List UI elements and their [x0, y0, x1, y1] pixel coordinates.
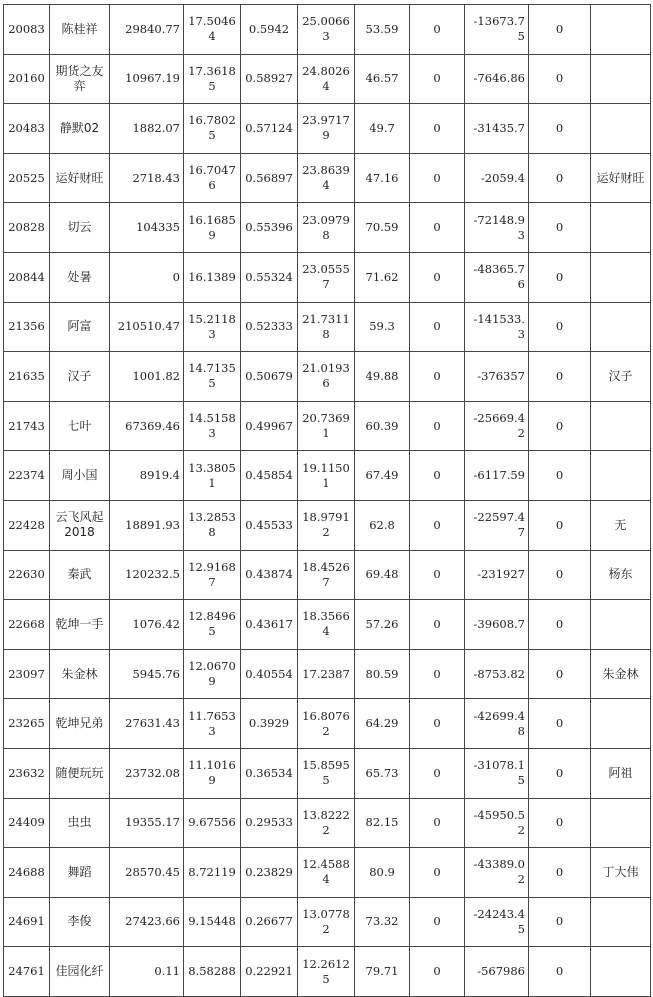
- cell-value-3: 0.36534: [241, 748, 298, 798]
- cell-name: 朱金林: [50, 649, 110, 699]
- cell-name: 周小国: [50, 451, 110, 501]
- table-row: [4, 848, 651, 898]
- cell-value-4: 23.09798: [298, 203, 355, 253]
- cell-value-2: 12.84965: [184, 600, 241, 650]
- cell-name: 七叶: [50, 401, 110, 451]
- cell-name: 阿富: [50, 302, 110, 352]
- cell-value-6: 0: [410, 203, 465, 253]
- cell-note: [591, 699, 651, 749]
- cell-value-4: 23.97179: [298, 104, 355, 154]
- cell-value-8: 0: [529, 252, 591, 302]
- cell-value-6: 0: [410, 153, 465, 203]
- cell-value-1: 8919.4: [110, 451, 184, 501]
- cell-id: 24761: [4, 947, 50, 997]
- cell-value-8: 0: [529, 153, 591, 203]
- cell-note: 朱金林: [591, 649, 651, 699]
- cell-value-8: 0: [529, 5, 591, 55]
- cell-id: 21743: [4, 401, 50, 451]
- cell-value-7: -25669.42: [465, 401, 529, 451]
- cell-value-2: 11.10169: [184, 748, 241, 798]
- cell-value-3: 0.55396: [241, 203, 298, 253]
- cell-value-8: 0: [529, 302, 591, 352]
- cell-value-3: 0.3929: [241, 699, 298, 749]
- cell-value-4: 25.00663: [298, 5, 355, 55]
- cell-value-3: 0.49967: [241, 401, 298, 451]
- cell-value-4: 19.11501: [298, 451, 355, 501]
- cell-value-5: 60.39: [355, 401, 410, 451]
- cell-value-3: 0.43617: [241, 600, 298, 650]
- cell-value-8: 0: [529, 401, 591, 451]
- cell-value-8: 0: [529, 500, 591, 550]
- cell-value-7: -141533.3: [465, 302, 529, 352]
- table-row: [4, 897, 651, 947]
- cell-value-4: 15.85955: [298, 748, 355, 798]
- cell-note: [591, 54, 651, 104]
- cell-value-3: 0.23829: [241, 848, 298, 898]
- cell-value-8: 0: [529, 203, 591, 253]
- cell-name: 期货之友弈: [50, 54, 110, 104]
- cell-value-5: 70.59: [355, 203, 410, 253]
- cell-value-4: 20.73691: [298, 401, 355, 451]
- cell-value-1: 18891.93: [110, 500, 184, 550]
- cell-value-6: 0: [410, 550, 465, 600]
- cell-value-5: 79.71: [355, 947, 410, 997]
- cell-value-1: 0: [110, 252, 184, 302]
- cell-value-6: 0: [410, 649, 465, 699]
- cell-value-2: 12.06709: [184, 649, 241, 699]
- cell-value-6: 0: [410, 600, 465, 650]
- cell-value-8: 0: [529, 600, 591, 650]
- cell-value-3: 0.52333: [241, 302, 298, 352]
- cell-value-2: 14.71355: [184, 352, 241, 402]
- table-row: [4, 451, 651, 501]
- cell-value-5: 71.62: [355, 252, 410, 302]
- cell-value-1: 104335: [110, 203, 184, 253]
- cell-value-5: 49.88: [355, 352, 410, 402]
- cell-value-3: 0.40554: [241, 649, 298, 699]
- cell-value-3: 0.58927: [241, 54, 298, 104]
- cell-value-7: -48365.76: [465, 252, 529, 302]
- cell-value-4: 13.07782: [298, 897, 355, 947]
- cell-note: [591, 401, 651, 451]
- cell-value-5: 73.32: [355, 897, 410, 947]
- cell-name: 秦武: [50, 550, 110, 600]
- data-table: [3, 4, 651, 997]
- cell-id: 22374: [4, 451, 50, 501]
- cell-name: 李俊: [50, 897, 110, 947]
- cell-name: 舞蹈: [50, 848, 110, 898]
- table-row: [4, 550, 651, 600]
- cell-value-7: -31435.7: [465, 104, 529, 154]
- cell-value-5: 80.9: [355, 848, 410, 898]
- table-row: [4, 947, 651, 997]
- cell-id: 20828: [4, 203, 50, 253]
- cell-note: [591, 897, 651, 947]
- table-row: [4, 649, 651, 699]
- cell-value-3: 0.55324: [241, 252, 298, 302]
- cell-value-4: 23.05557: [298, 252, 355, 302]
- cell-note: [591, 302, 651, 352]
- cell-value-6: 0: [410, 748, 465, 798]
- cell-value-6: 0: [410, 5, 465, 55]
- cell-value-3: 0.45533: [241, 500, 298, 550]
- cell-value-6: 0: [410, 104, 465, 154]
- cell-id: 23265: [4, 699, 50, 749]
- cell-value-6: 0: [410, 848, 465, 898]
- cell-note: 阿祖: [591, 748, 651, 798]
- cell-id: 23632: [4, 748, 50, 798]
- cell-note: 无: [591, 500, 651, 550]
- cell-value-4: 16.80762: [298, 699, 355, 749]
- cell-value-8: 0: [529, 798, 591, 848]
- cell-value-5: 49.7: [355, 104, 410, 154]
- cell-value-4: 21.01936: [298, 352, 355, 402]
- cell-note: [591, 5, 651, 55]
- cell-value-1: 120232.5: [110, 550, 184, 600]
- cell-name: 汉子: [50, 352, 110, 402]
- cell-id: 24688: [4, 848, 50, 898]
- table-row: [4, 798, 651, 848]
- cell-id: 20083: [4, 5, 50, 55]
- cell-value-5: 62.8: [355, 500, 410, 550]
- cell-id: 21356: [4, 302, 50, 352]
- cell-value-1: 2718.43: [110, 153, 184, 203]
- cell-value-8: 0: [529, 352, 591, 402]
- cell-name: 乾坤一手: [50, 600, 110, 650]
- cell-value-2: 8.72119: [184, 848, 241, 898]
- cell-value-7: -231927: [465, 550, 529, 600]
- cell-note: [591, 104, 651, 154]
- cell-value-1: 10967.19: [110, 54, 184, 104]
- cell-value-6: 0: [410, 401, 465, 451]
- cell-value-4: 12.26125: [298, 947, 355, 997]
- cell-note: 杨东: [591, 550, 651, 600]
- cell-value-7: -7646.86: [465, 54, 529, 104]
- cell-value-6: 0: [410, 54, 465, 104]
- cell-value-2: 13.38051: [184, 451, 241, 501]
- cell-value-5: 46.57: [355, 54, 410, 104]
- cell-value-1: 0.11: [110, 947, 184, 997]
- cell-note: 汉子: [591, 352, 651, 402]
- cell-value-3: 0.5942: [241, 5, 298, 55]
- cell-value-1: 1882.07: [110, 104, 184, 154]
- cell-value-4: 13.82222: [298, 798, 355, 848]
- cell-value-8: 0: [529, 947, 591, 997]
- cell-value-6: 0: [410, 798, 465, 848]
- cell-value-8: 0: [529, 649, 591, 699]
- cell-value-6: 0: [410, 352, 465, 402]
- cell-value-7: -376357: [465, 352, 529, 402]
- cell-value-4: 18.35664: [298, 600, 355, 650]
- cell-value-7: -39608.7: [465, 600, 529, 650]
- cell-value-1: 1001.82: [110, 352, 184, 402]
- table-row: [4, 153, 651, 203]
- cell-id: 20160: [4, 54, 50, 104]
- cell-value-2: 13.28538: [184, 500, 241, 550]
- cell-value-3: 0.45854: [241, 451, 298, 501]
- cell-value-4: 18.97912: [298, 500, 355, 550]
- cell-value-2: 17.36185: [184, 54, 241, 104]
- cell-value-2: 17.50464: [184, 5, 241, 55]
- cell-value-5: 69.48: [355, 550, 410, 600]
- cell-value-3: 0.50679: [241, 352, 298, 402]
- cell-value-3: 0.57124: [241, 104, 298, 154]
- table-row: [4, 748, 651, 798]
- table-row: [4, 203, 651, 253]
- cell-value-2: 15.21183: [184, 302, 241, 352]
- cell-value-7: -72148.93: [465, 203, 529, 253]
- cell-id: 23097: [4, 649, 50, 699]
- table-row: [4, 500, 651, 550]
- cell-value-5: 53.59: [355, 5, 410, 55]
- cell-name: 云飞风起2018: [50, 500, 110, 550]
- cell-value-7: -13673.75: [465, 5, 529, 55]
- cell-value-2: 8.58288: [184, 947, 241, 997]
- cell-value-8: 0: [529, 897, 591, 947]
- cell-value-6: 0: [410, 897, 465, 947]
- table-row: [4, 5, 651, 55]
- cell-value-1: 67369.46: [110, 401, 184, 451]
- cell-value-3: 0.22921: [241, 947, 298, 997]
- cell-value-1: 19355.17: [110, 798, 184, 848]
- cell-value-2: 11.76533: [184, 699, 241, 749]
- cell-note: 丁大伟: [591, 848, 651, 898]
- cell-value-4: 17.2387: [298, 649, 355, 699]
- cell-value-7: -45950.52: [465, 798, 529, 848]
- cell-value-3: 0.56897: [241, 153, 298, 203]
- cell-name: 切云: [50, 203, 110, 253]
- cell-value-6: 0: [410, 500, 465, 550]
- cell-id: 22630: [4, 550, 50, 600]
- cell-value-2: 9.15448: [184, 897, 241, 947]
- cell-value-6: 0: [410, 699, 465, 749]
- cell-value-2: 14.51583: [184, 401, 241, 451]
- cell-id: 20525: [4, 153, 50, 203]
- cell-value-7: -8753.82: [465, 649, 529, 699]
- cell-name: 静默02: [50, 104, 110, 154]
- cell-value-7: -2059.4: [465, 153, 529, 203]
- cell-value-7: -24243.45: [465, 897, 529, 947]
- cell-value-3: 0.26677: [241, 897, 298, 947]
- cell-value-8: 0: [529, 104, 591, 154]
- cell-value-7: -31078.15: [465, 748, 529, 798]
- table-row: [4, 54, 651, 104]
- cell-id: 24691: [4, 897, 50, 947]
- cell-id: 22428: [4, 500, 50, 550]
- cell-value-2: 16.1389: [184, 252, 241, 302]
- cell-value-1: 28570.45: [110, 848, 184, 898]
- cell-id: 20483: [4, 104, 50, 154]
- cell-id: 24409: [4, 798, 50, 848]
- cell-value-4: 18.45267: [298, 550, 355, 600]
- cell-value-2: 9.67556: [184, 798, 241, 848]
- cell-value-5: 59.3: [355, 302, 410, 352]
- table-row: [4, 401, 651, 451]
- cell-value-3: 0.29533: [241, 798, 298, 848]
- cell-value-4: 21.73118: [298, 302, 355, 352]
- cell-value-6: 0: [410, 252, 465, 302]
- table-row: [4, 352, 651, 402]
- cell-value-4: 12.45884: [298, 848, 355, 898]
- cell-value-3: 0.43874: [241, 550, 298, 600]
- cell-name: 运好财旺: [50, 153, 110, 203]
- table-row: [4, 252, 651, 302]
- cell-value-2: 16.78025: [184, 104, 241, 154]
- cell-value-7: -567986: [465, 947, 529, 997]
- cell-value-1: 27423.66: [110, 897, 184, 947]
- cell-value-1: 27631.43: [110, 699, 184, 749]
- cell-name: 随便玩玩: [50, 748, 110, 798]
- cell-value-6: 0: [410, 451, 465, 501]
- cell-value-5: 57.26: [355, 600, 410, 650]
- cell-note: 运好财旺: [591, 153, 651, 203]
- cell-name: 处暑: [50, 252, 110, 302]
- cell-value-8: 0: [529, 748, 591, 798]
- table-row: [4, 600, 651, 650]
- cell-value-6: 0: [410, 302, 465, 352]
- cell-note: [591, 600, 651, 650]
- cell-value-6: 0: [410, 947, 465, 997]
- table-body: [4, 5, 651, 997]
- cell-value-1: 5945.76: [110, 649, 184, 699]
- cell-name: 佳园化纤: [50, 947, 110, 997]
- cell-name: 虫虫: [50, 798, 110, 848]
- cell-name: 陈桂祥: [50, 5, 110, 55]
- cell-value-7: -42699.48: [465, 699, 529, 749]
- cell-value-2: 12.91687: [184, 550, 241, 600]
- cell-note: [591, 798, 651, 848]
- cell-value-5: 47.16: [355, 153, 410, 203]
- cell-value-5: 65.73: [355, 748, 410, 798]
- table-row: [4, 104, 651, 154]
- cell-value-4: 23.86394: [298, 153, 355, 203]
- cell-value-2: 16.70476: [184, 153, 241, 203]
- cell-name: 乾坤兄弟: [50, 699, 110, 749]
- cell-value-8: 0: [529, 451, 591, 501]
- cell-value-1: 210510.47: [110, 302, 184, 352]
- cell-id: 20844: [4, 252, 50, 302]
- cell-value-5: 80.59: [355, 649, 410, 699]
- table-row: [4, 699, 651, 749]
- cell-value-1: 23732.08: [110, 748, 184, 798]
- cell-value-7: -22597.47: [465, 500, 529, 550]
- cell-value-8: 0: [529, 550, 591, 600]
- cell-value-5: 67.49: [355, 451, 410, 501]
- cell-value-5: 82.15: [355, 798, 410, 848]
- cell-value-1: 29840.77: [110, 5, 184, 55]
- cell-value-1: 1076.42: [110, 600, 184, 650]
- cell-value-4: 24.80264: [298, 54, 355, 104]
- cell-note: [591, 947, 651, 997]
- cell-note: [591, 252, 651, 302]
- cell-note: [591, 203, 651, 253]
- cell-value-2: 16.16859: [184, 203, 241, 253]
- table-row: [4, 302, 651, 352]
- cell-value-8: 0: [529, 848, 591, 898]
- cell-value-7: -6117.59: [465, 451, 529, 501]
- cell-note: [591, 451, 651, 501]
- cell-value-5: 64.29: [355, 699, 410, 749]
- cell-id: 22668: [4, 600, 50, 650]
- cell-id: 21635: [4, 352, 50, 402]
- cell-value-8: 0: [529, 699, 591, 749]
- cell-value-7: -43389.02: [465, 848, 529, 898]
- cell-value-8: 0: [529, 54, 591, 104]
